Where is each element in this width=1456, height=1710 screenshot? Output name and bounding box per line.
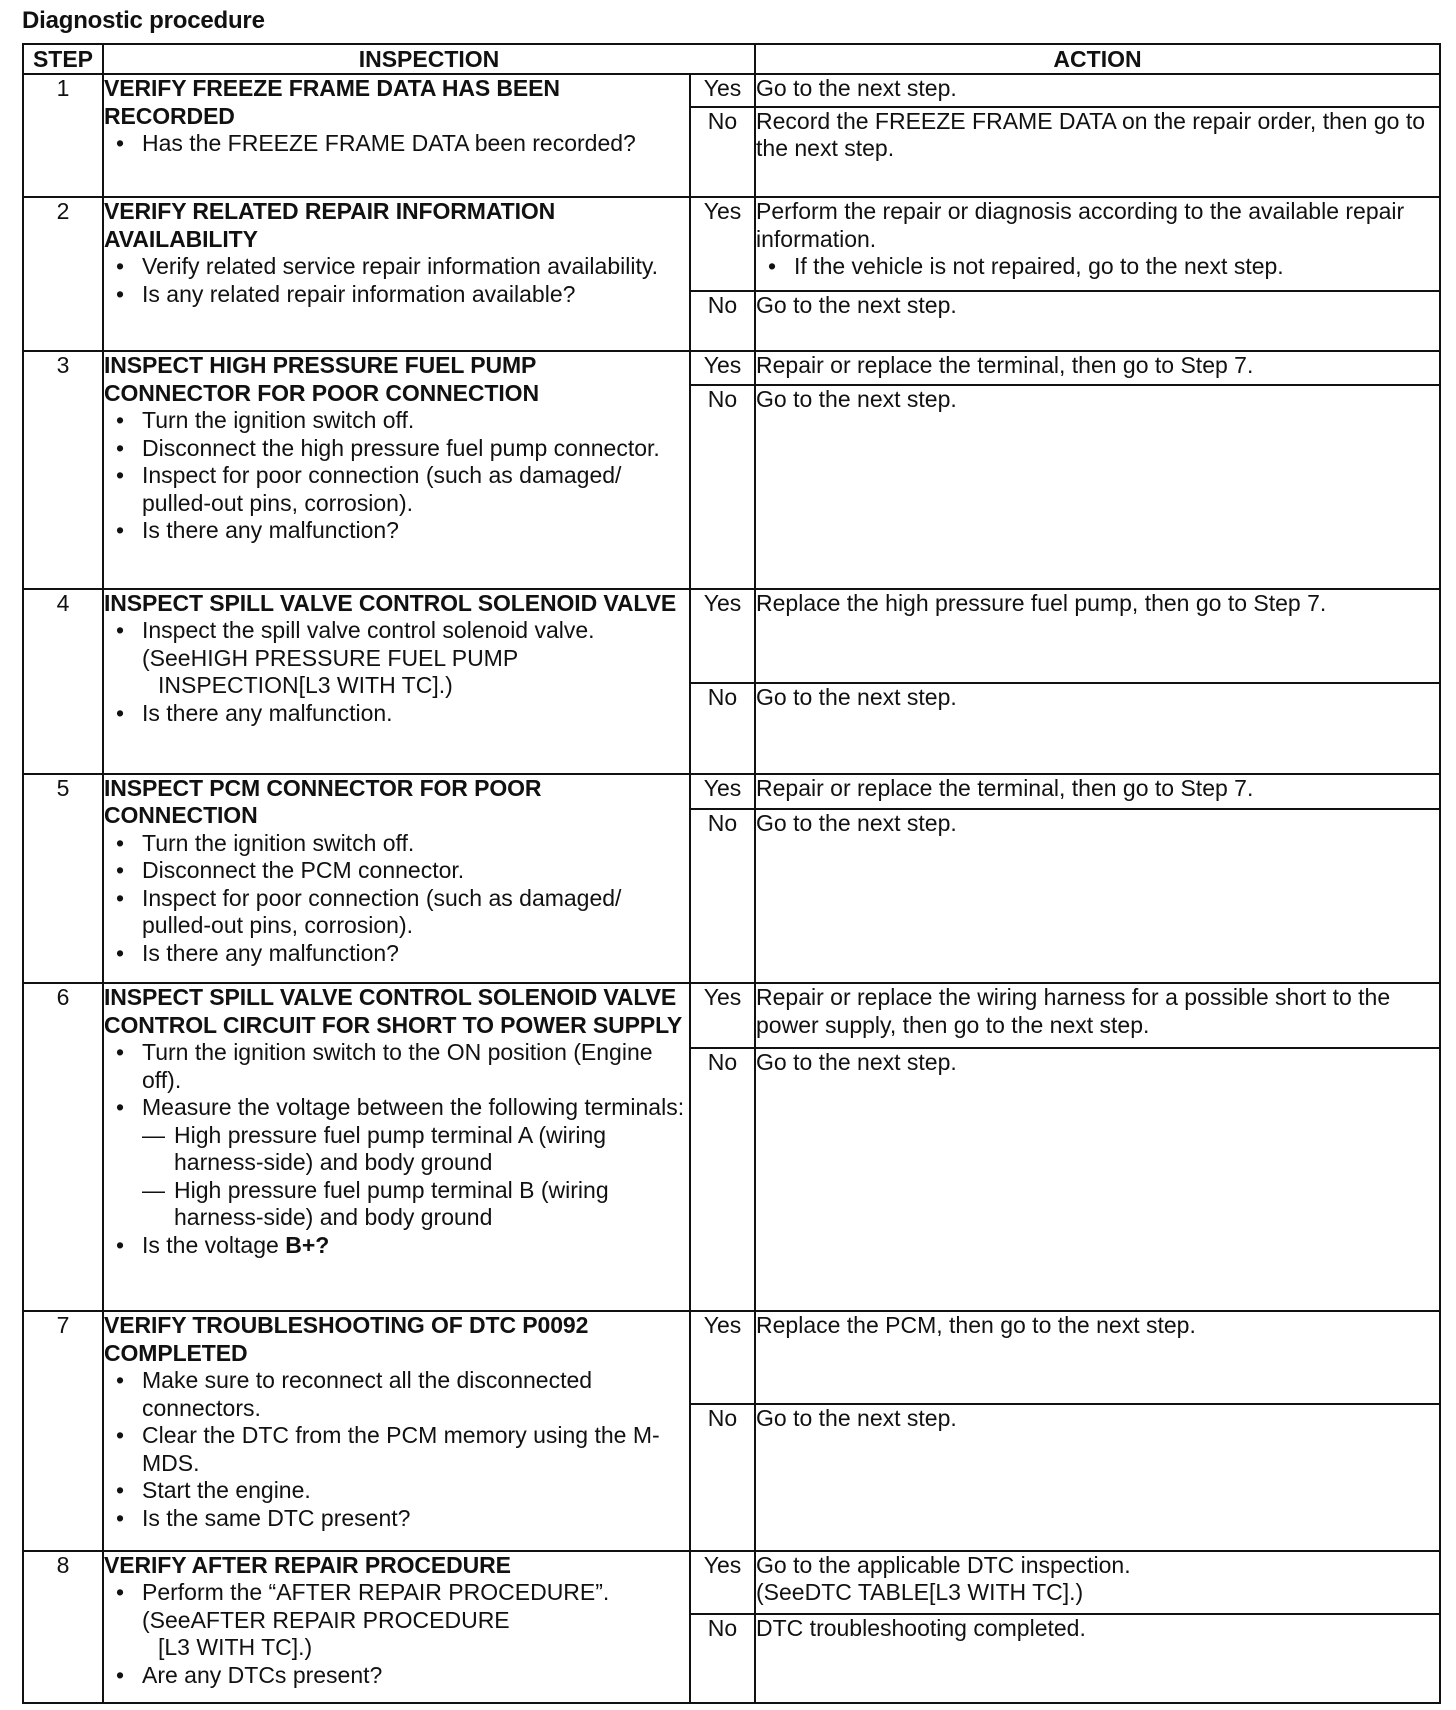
inspection-title: INSPECT SPILL VALVE CONTROL SOLENOID VALVE xyxy=(104,589,677,616)
step-number: 1 xyxy=(23,74,103,197)
no-action: Go to the next step. xyxy=(755,385,1440,588)
inspection-cell xyxy=(103,197,690,351)
page-title: Diagnostic procedure xyxy=(22,7,265,34)
step-row xyxy=(23,589,1440,684)
reference-link[interactable]: (SeeAFTER REPAIR PROCEDURE xyxy=(142,1606,510,1633)
step-number: 3 xyxy=(23,351,103,588)
voltage-value: B+? xyxy=(285,1231,330,1258)
step-row xyxy=(23,1311,1440,1403)
inspection-cell xyxy=(103,351,690,588)
inspection-bullet: • Inspect for poor connection (such as damaged/ pulled-out pins, corrosion). xyxy=(104,885,689,940)
inspection-bullet: • Disconnect the PCM connector. xyxy=(104,857,689,885)
no-label: No xyxy=(690,107,755,197)
inspection-bullet: • Turn the ignition switch off. xyxy=(104,830,689,858)
step-row xyxy=(23,351,1440,385)
yes-action: Repair or replace the wiring harness for a possible short to the power supply, then go to the next step. xyxy=(755,983,1440,1048)
inspection-bullet xyxy=(104,1579,689,1662)
inspection-title: VERIFY FREEZE FRAME DATA HAS BEEN RECORDED xyxy=(104,75,560,129)
no-action: Go to the next step. xyxy=(755,1404,1440,1551)
no-action: DTC troubleshooting completed. xyxy=(755,1614,1440,1703)
no-action: Go to the next step. xyxy=(755,1048,1440,1311)
no-label: No xyxy=(690,1614,755,1703)
inspection-bullet-text: Is the voltage xyxy=(142,1231,286,1258)
step-number: 7 xyxy=(23,1311,103,1550)
yes-label: Yes xyxy=(690,1311,755,1403)
step-number: 4 xyxy=(23,589,103,774)
inspection-cell xyxy=(103,74,690,197)
header-step: STEP xyxy=(23,44,103,74)
yes-action: Go to the next step. xyxy=(755,74,1440,107)
inspection-cell xyxy=(103,1551,690,1703)
inspection-title: INSPECT HIGH PRESSURE FUEL PUMP CONNECTOR FOR POOR CONNECTION xyxy=(104,352,539,406)
inspection-cell xyxy=(103,774,690,984)
yes-action: Perform the repair or diagnosis according to the available repair information. xyxy=(756,198,1405,252)
step-row xyxy=(23,197,1440,291)
inspection-bullet-text: Inspect the spill valve control solenoid valve. xyxy=(142,617,595,644)
inspection-bullet: • Is there any malfunction? xyxy=(104,940,689,968)
no-action: Go to the next step. xyxy=(755,291,1440,352)
step-number: 5 xyxy=(23,774,103,984)
no-action: Record the FREEZE FRAME DATA on the repair order, then go to the next step. xyxy=(755,107,1440,197)
step-number: 8 xyxy=(23,1551,103,1703)
yes-action-cell xyxy=(755,1551,1440,1615)
header-row xyxy=(23,44,1440,74)
inspection-bullet: • Is there any malfunction. xyxy=(104,700,689,728)
inspection-bullet: • Clear the DTC from the PCM memory using the M-MDS. xyxy=(104,1422,689,1477)
inspection-bullet: • Inspect for poor connection (such as damaged/ pulled-out pins, corrosion). xyxy=(104,462,689,517)
no-label: No xyxy=(690,1048,755,1311)
inspection-bullet: • Is the same DTC present? xyxy=(104,1505,689,1533)
step-number: 6 xyxy=(23,983,103,1311)
step-row xyxy=(23,74,1440,107)
no-label: No xyxy=(690,291,755,352)
yes-action-cell xyxy=(755,197,1440,291)
yes-action-sub-bullet: • If the vehicle is not repaired, go to the next step. xyxy=(756,253,1439,281)
inspection-bullet: • Is there any malfunction? xyxy=(104,517,689,545)
step-row xyxy=(23,774,1440,809)
header-inspection: INSPECTION xyxy=(103,44,755,74)
yes-label: Yes xyxy=(690,197,755,291)
inspection-cell xyxy=(103,1311,690,1550)
inspection-bullet xyxy=(104,617,689,700)
no-label: No xyxy=(690,385,755,588)
terminal-a-item: — High pressure fuel pump terminal A (wiring harness-side) and body ground xyxy=(142,1122,689,1177)
inspection-bullet: • Turn the ignition switch off. xyxy=(104,407,689,435)
inspection-bullet: • Disconnect the high pressure fuel pump connector. xyxy=(104,435,689,463)
inspection-title: VERIFY TROUBLESHOOTING OF DTC P0092 COMPLETED xyxy=(104,1312,589,1366)
inspection-bullet: • Make sure to reconnect all the disconnected connectors. xyxy=(104,1367,689,1422)
header-action: ACTION xyxy=(755,44,1440,74)
inspection-bullet: • Verify related service repair information availability. xyxy=(104,253,689,281)
inspection-bullet-text: Measure the voltage between the following terminals: xyxy=(142,1094,685,1121)
inspection-title: VERIFY RELATED REPAIR INFORMATION AVAILABILITY xyxy=(104,198,556,252)
yes-action: Repair or replace the terminal, then go to Step 7. xyxy=(755,351,1440,385)
inspection-title: INSPECT PCM CONNECTOR FOR POOR CONNECTION xyxy=(104,774,542,829)
inspection-bullet xyxy=(104,1232,689,1260)
inspection-bullet: • Turn the ignition switch to the ON position (Engine off). xyxy=(104,1039,689,1094)
inspection-bullet-text: Perform the “AFTER REPAIR PROCEDURE”. xyxy=(142,1579,610,1606)
yes-action: Go to the applicable DTC inspection. xyxy=(756,1551,1131,1578)
step-row xyxy=(23,1551,1440,1615)
diagnostic-procedure-table xyxy=(22,43,1441,1704)
inspection-cell xyxy=(103,589,690,774)
inspection-bullet: • Is any related repair information available? xyxy=(104,281,689,309)
inspection-bullet: • Are any DTCs present? xyxy=(104,1662,689,1690)
no-label: No xyxy=(690,1404,755,1551)
inspection-title: VERIFY AFTER REPAIR PROCEDURE xyxy=(104,1551,511,1578)
yes-action: Replace the PCM, then go to the next step. xyxy=(755,1311,1440,1403)
no-label: No xyxy=(690,809,755,984)
yes-label: Yes xyxy=(690,351,755,385)
inspection-bullet: • Start the engine. xyxy=(104,1477,689,1505)
reference-link[interactable]: (SeeHIGH PRESSURE FUEL PUMP xyxy=(142,644,519,671)
yes-label: Yes xyxy=(690,983,755,1048)
inspection-bullet: • Has the FREEZE FRAME DATA been recorded? xyxy=(104,130,689,158)
no-action: Go to the next step. xyxy=(755,683,1440,773)
yes-label: Yes xyxy=(690,1551,755,1615)
reference-link-cont[interactable]: INSPECTION[L3 WITH TC].) xyxy=(158,672,453,699)
reference-link[interactable]: (SeeDTC TABLE[L3 WITH TC].) xyxy=(756,1579,1084,1606)
terminal-b-item: — High pressure fuel pump terminal B (wiring harness-side) and body ground xyxy=(142,1177,689,1232)
yes-action: Repair or replace the terminal, then go to Step 7. xyxy=(755,774,1440,809)
step-row xyxy=(23,983,1440,1048)
no-action: Go to the next step. xyxy=(755,809,1440,984)
inspection-title: INSPECT SPILL VALVE CONTROL SOLENOID VALVE CONTROL CIRCUIT FOR SHORT TO POWER SUPPLY xyxy=(104,984,683,1038)
step-number: 2 xyxy=(23,197,103,351)
no-label: No xyxy=(690,683,755,773)
yes-label: Yes xyxy=(690,774,755,809)
inspection-bullet xyxy=(104,1094,689,1232)
yes-action: Replace the high pressure fuel pump, then go to Step 7. xyxy=(755,589,1440,684)
reference-link-cont[interactable]: [L3 WITH TC].) xyxy=(158,1634,313,1661)
yes-label: Yes xyxy=(690,589,755,684)
yes-label: Yes xyxy=(690,74,755,107)
inspection-cell xyxy=(103,983,690,1311)
